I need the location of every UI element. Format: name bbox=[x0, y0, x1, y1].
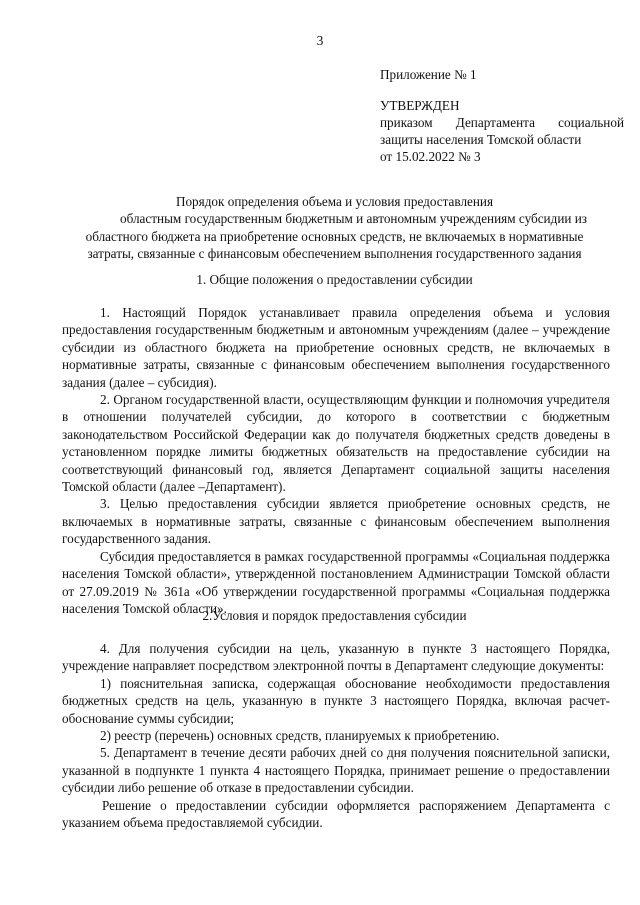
section-2-body bbox=[62, 640, 610, 831]
paragraph: 2. Органом государственной власти, осуществляющим функции и полномочия учредителя в отношении получателей субсидии, до которого в соответствии с бюджетным законодательством Российской Федерации как до получателя бюджетных средств доведены в установленном порядке лимиты бюджетных обязательств на предоставление субсидии на соответствующий финансовый год, является Департамент социальной защиты населения Томской области (далее –Департамент). bbox=[62, 392, 610, 495]
approval-line-2: защиты населения Томской области bbox=[380, 132, 582, 147]
approved-label: УТВЕРЖДЕН bbox=[380, 98, 460, 113]
title-line-1: Порядок определения объема и условия предоставления bbox=[175, 194, 494, 209]
approval-line-1: приказом Департамента социальной bbox=[380, 115, 624, 130]
page-number: 3 bbox=[316, 33, 324, 48]
document-title bbox=[62, 193, 607, 263]
approval-block bbox=[380, 66, 624, 165]
paragraph: 1) пояснительная записка, содержащая обоснование необходимости предоставления бюджетных средств на цель, указанную в пункте 3 настоящего Порядка, включая расчет-обоснование суммы субсидии; bbox=[62, 675, 610, 726]
section-2-heading: 2.Условия и порядок предоставления субсидии bbox=[202, 608, 467, 623]
paragraph: Решение о предоставлении субсидии оформляется распоряжением Департамента с указанием объема предоставляемой субсидии. bbox=[62, 797, 610, 831]
paragraph: 2) реестр (перечень) основных средств, планируемых к приобретению. bbox=[100, 728, 500, 744]
title-line-2: областным государственным бюджетным и автономным учреждениям субсидии из bbox=[119, 211, 587, 227]
title-line-4: затраты, связанные с финансовым обеспечением выполнения государственного задания bbox=[87, 246, 582, 262]
paragraph: 1. Настоящий Порядок устанавливает правила определения объема и условия предоставления государственным бюджетным и автономным учреждениям (далее – учреждение субсидии из областного бюджета на приобретение основных средств, не включаемых в нормативные затраты, связанные с финансовым обеспечением выполнения государственного задания (далее – субсидия). bbox=[62, 305, 610, 390]
section-1-body bbox=[62, 304, 610, 617]
title-line-3: областного бюджета на приобретение основных средств, не включаемых в нормативные bbox=[85, 228, 584, 244]
spacer bbox=[380, 83, 624, 97]
paragraph: 4. Для получения субсидии на цель, указанную в пункте 3 настоящего Порядка, учреждение направляет посредством электронной почты в Департамент следующие документы: bbox=[62, 641, 610, 674]
paragraph: 3. Целью предоставления субсидии является приобретение основных средств, не включаемых в нормативные затраты, связанные с финансовым обеспечением выполнения государственного задания. bbox=[62, 496, 610, 547]
appendix-label: Приложение № 1 bbox=[380, 67, 477, 82]
approval-line-3: от 15.02.2022 № 3 bbox=[380, 149, 481, 164]
paragraph: 5. Департамент в течение десяти рабочих дней со дня получения пояснительной записки, указанной в подпункте 1 пункта 4 настоящего Порядка, принимает решение о предоставлении субсидии либо решение об отказе в предоставлении субсидии. bbox=[62, 745, 610, 796]
section-1-heading: 1. Общие положения о предоставлении субсидии bbox=[196, 272, 473, 287]
paragraph: Субсидия предоставляется в рамках государственной программы «Социальная поддержка населения Томской области», утвержденной постановлением Администрации Томской области от 27.09.2019 № 361а «Об утверждении государственной программы «Социальная поддержка населения Томской области». bbox=[62, 548, 610, 616]
